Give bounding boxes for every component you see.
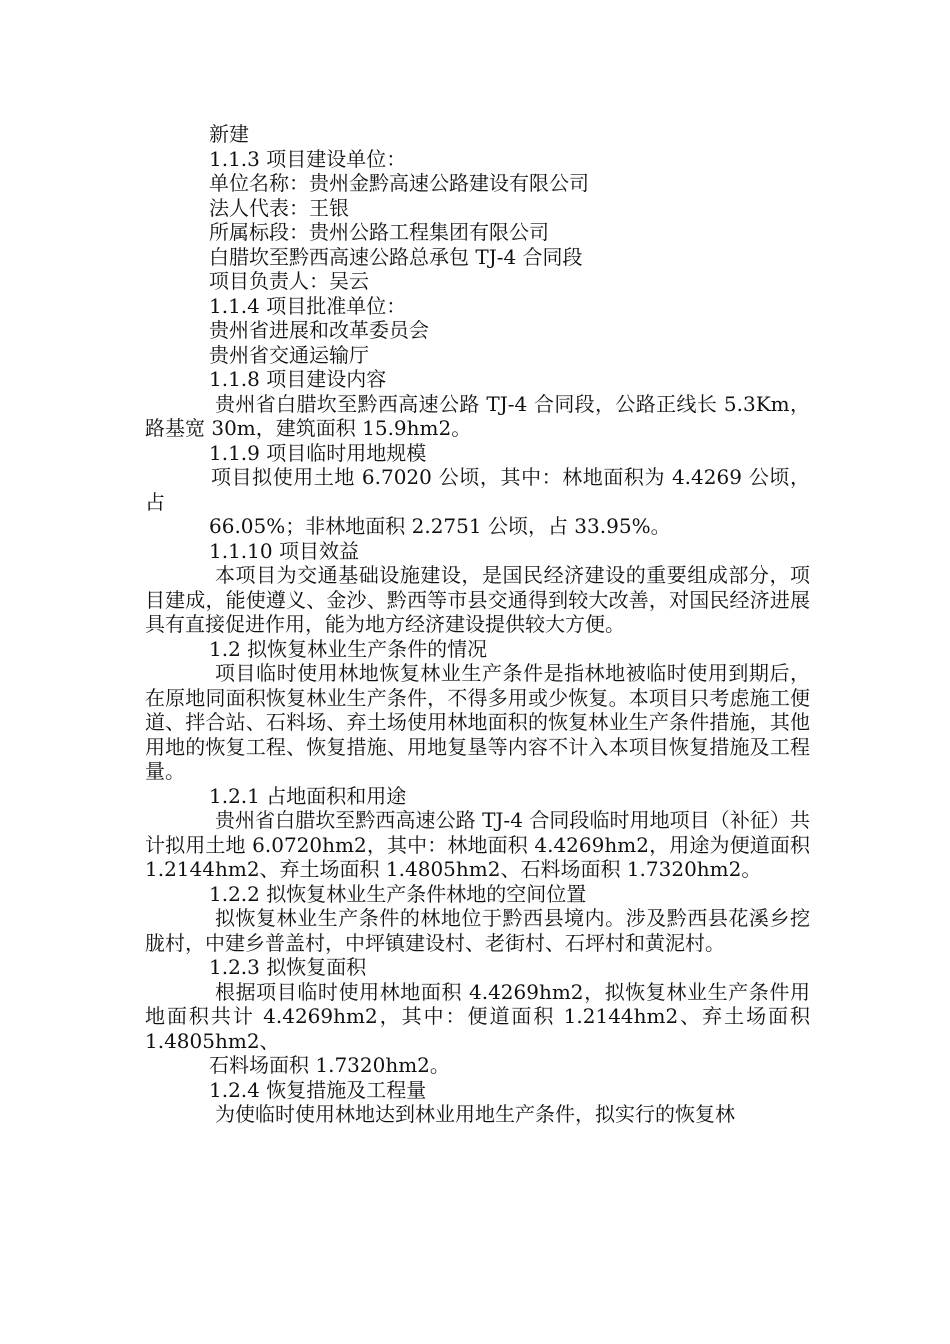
- paragraph: 本项目为交通基础设施建设，是国民经济建设的重要组成部分，项目建成，能使遵义、金沙、黔西等市县交通得到较大改善，对国民经济进展具有直接促进作用，能为地方经济建设提供较大方便。: [145, 563, 810, 636]
- section-heading: 1.1.9 项目临时用地规模: [209, 440, 427, 465]
- paragraph: 为使临时使用林地达到林业用地生产条件，拟实行的恢复林: [215, 1102, 735, 1126]
- text-line: 项目负责人：吴云: [209, 269, 369, 293]
- text-line: 单位名称：贵州金黔高速公路建设有限公司: [209, 171, 589, 195]
- section-heading: 1.2 拟恢复林业生产条件的情况: [209, 636, 488, 661]
- text-line: 贵州省进展和改革委员会: [209, 318, 429, 342]
- section-heading: 1.2.3 拟恢复面积: [209, 955, 367, 979]
- section-heading: 1.1.4 项目批准单位：: [209, 293, 407, 318]
- text-line: 法人代表：王银: [209, 195, 349, 220]
- document-body: [145, 122, 810, 1127]
- text-line: 石料场面积 1.7320hm2。: [209, 1053, 450, 1077]
- section-heading: 1.2.4 恢复措施及工程量: [209, 1077, 427, 1102]
- paragraph: 贵州省白腊坎至黔西高速公路 TJ-4 合同段，公路正线长 5.3Km，路基宽 30m，建筑面积 15.9hm2。: [145, 391, 810, 440]
- section-heading: 1.1.8 项目建设内容: [209, 367, 387, 391]
- section-heading: 1.1.3 项目建设单位：: [209, 146, 407, 171]
- text-line: 新建: [209, 122, 249, 146]
- paragraph: 项目拟使用土地 6.7020 公顷，其中：林地面积为 4.4269 公顷，占: [145, 465, 810, 514]
- paragraph: 贵州省白腊坎至黔西高速公路 TJ-4 合同段临时用地项目（补征）共计拟用土地 6.0720hm2，其中：林地面积 4.4269hm2，用途为便道面积 1.2144hm2、弃土场面积 1.4805hm2、石料场面积 1.7320hm2。: [145, 808, 810, 881]
- paragraph: 项目临时使用林地恢复林业生产条件是指林地被临时使用到期后，在原地同面积恢复林业生产条件，不得多用或少恢复。本项目只考虑施工便道、拌合站、石料场、弃土场使用林地面积的恢复林业生产条件措施，其他用地的恢复工程、恢复措施、用地复垦等内容不计入本项目恢复措施及工程量。: [145, 661, 810, 783]
- section-heading: 1.2.1 占地面积和用途: [209, 783, 407, 808]
- section-heading: 1.2.2 拟恢复林业生产条件林地的空间位置: [209, 881, 587, 906]
- section-heading: 1.1.10 项目效益: [209, 538, 359, 563]
- text-line: 贵州省交通运输厅: [209, 342, 369, 367]
- text-line: 白腊坎至黔西高速公路总承包 TJ-4 合同段: [209, 244, 583, 269]
- text-line: 66.05%；非林地面积 2.2751 公顷，占 33.95%。: [209, 514, 671, 538]
- text-line: 所属标段：贵州公路工程集团有限公司: [209, 220, 549, 244]
- paragraph: 根据项目临时使用林地面积 4.4269hm2，拟恢复林业生产条件用地面积共计 4.4269hm2，其中：便道面积 1.2144hm2、弃土场面积 1.4805hm2、: [145, 979, 810, 1053]
- paragraph: 拟恢复林业生产条件的林地位于黔西县境内。涉及黔西县花溪乡挖胧村，中建乡普盖村，中坪镇建设村、老街村、石坪村和黄泥村。: [145, 906, 810, 955]
